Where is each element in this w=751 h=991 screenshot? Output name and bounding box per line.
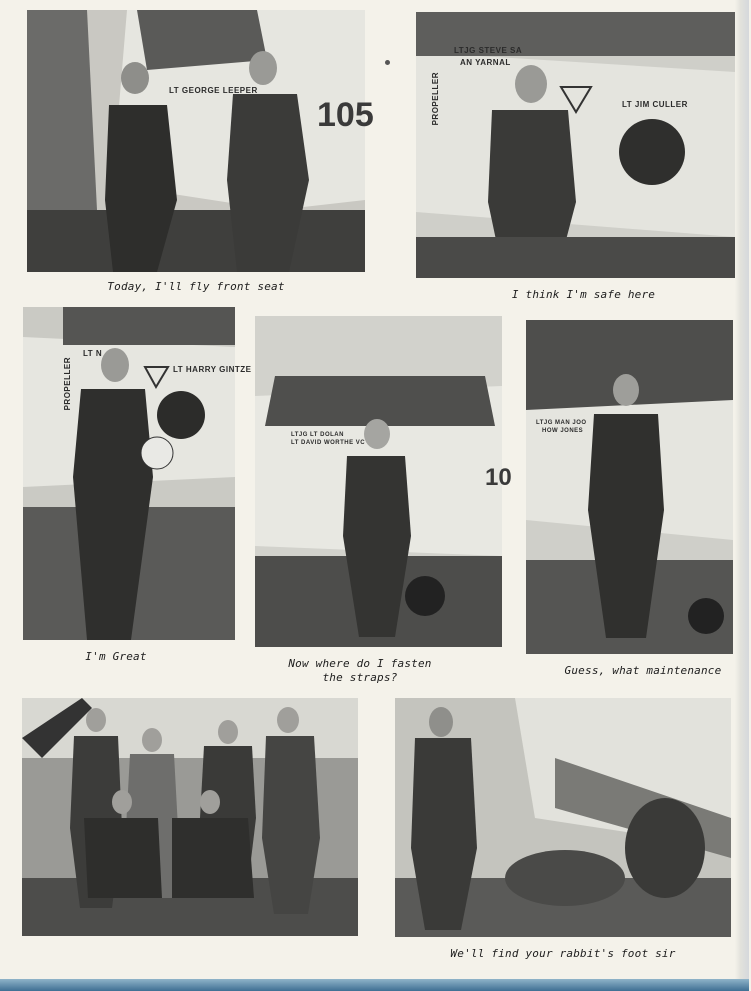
aircraft-name-marking-1: LTJG STEVE SA [454,46,523,55]
photo-group-image [22,698,358,936]
aircraft-name-marking: LT GEORGE LEEPER [169,86,258,95]
caption-rabbits-foot: We'll find your rabbit's foot sir [450,947,676,960]
caption-guess-maintenance: Guess, what maintenance [564,664,722,677]
photo-front-seat-image [27,10,365,272]
aircraft-side-marking: PROPELLER [431,72,440,126]
photo-guess-maintenance [526,320,733,654]
photo-im-great-image [23,307,235,640]
aircraft-side-marking: PROPELLER [63,357,72,411]
aircraft-name-marking-2: AN YARNAL [460,58,511,67]
aircraft-name-marking-right: LT HARRY GINTZE [173,365,252,374]
photo-im-great [23,307,252,640]
aircraft-number-marking: 105 [317,96,374,134]
aircraft-number-marking: 10 [485,464,512,491]
aircraft-name-marking-2: HOW JONES [542,428,584,434]
photo-front-seat [27,10,374,272]
aircraft-name-marking-left: LT N [83,349,103,358]
photo-rabbits-foot [395,698,731,937]
photo-fasten-straps-image [255,316,502,647]
page-speck [385,60,390,65]
caption-fasten-straps: Now where do I fasten the straps? [288,657,432,684]
photo-safe-here [416,12,735,278]
photo-guess-maintenance-image [526,320,733,654]
caption-front-seat: Today, I'll fly front seat [107,280,285,293]
aircraft-name-marking-1: LTJG LT DOLAN [291,432,344,438]
caption-im-great: I'm Great [85,650,147,663]
photo-group [22,698,358,936]
photo-rabbits-foot-image [395,698,731,937]
page-bottom-border [0,979,749,991]
aircraft-name-marking-2: LT DAVID WORTHE VC [291,440,366,446]
aircraft-name-marking-right: LT JIM CULLER [622,100,688,109]
caption-safe-here: I think I'm safe here [511,288,656,301]
aircraft-name-marking-1: LTJG MAN JOO [536,420,587,426]
page-edge-shadow [735,0,749,991]
photo-fasten-straps [255,316,512,647]
